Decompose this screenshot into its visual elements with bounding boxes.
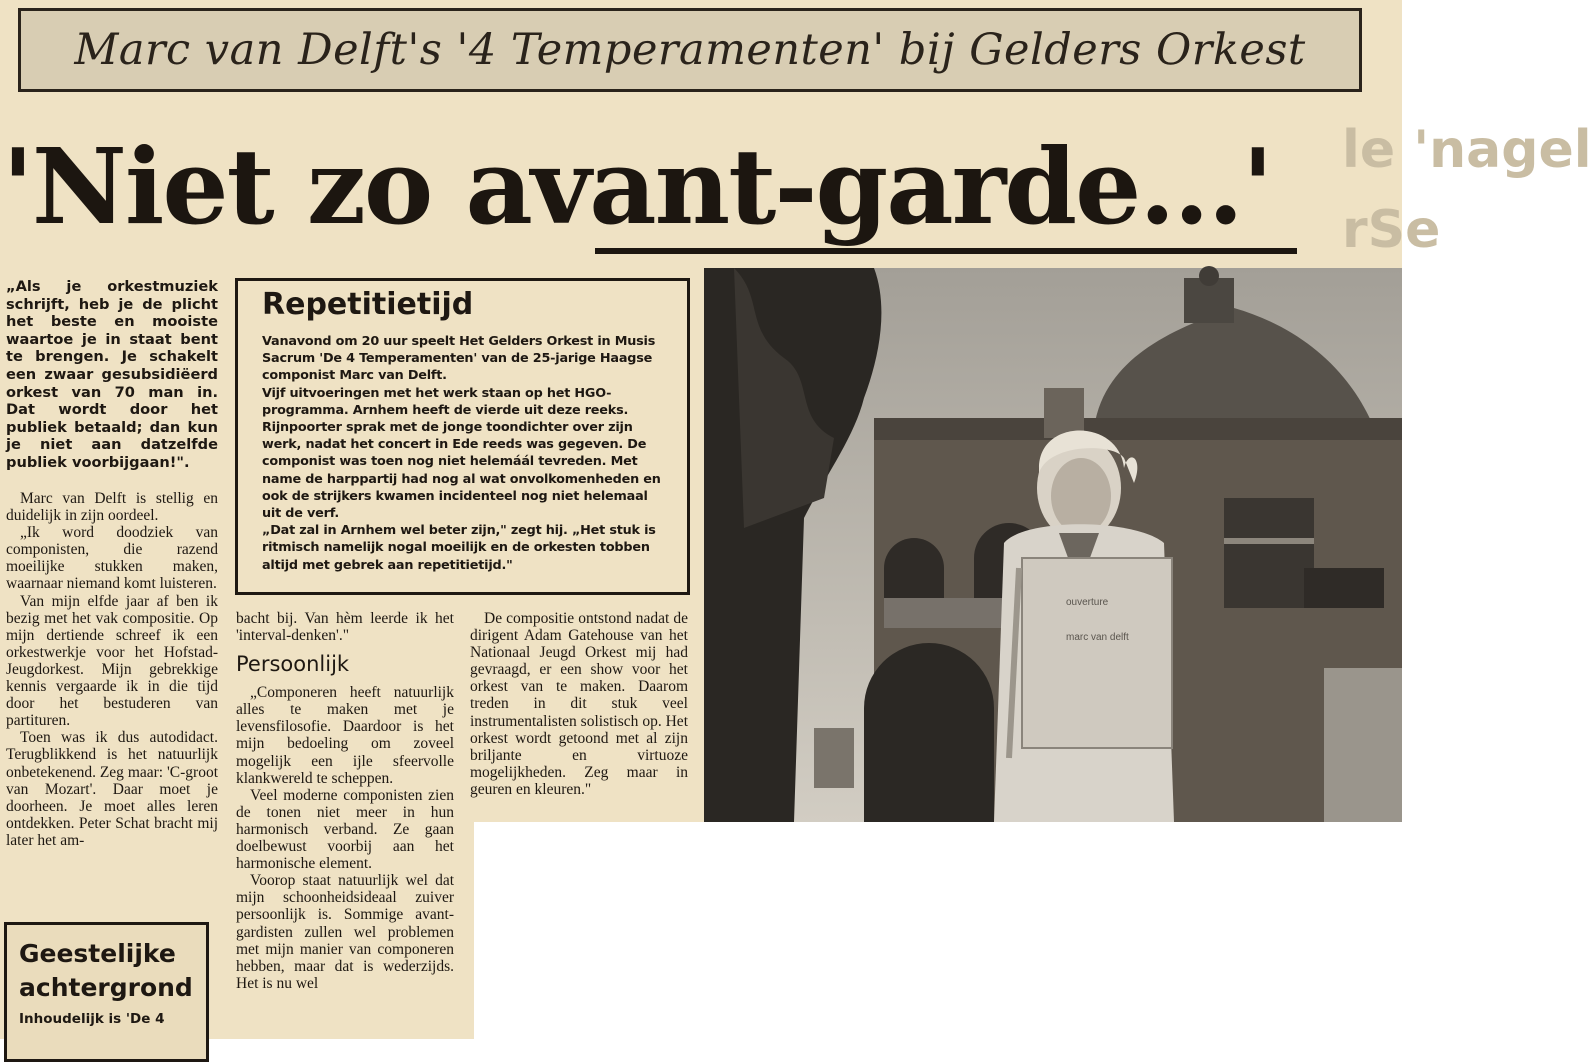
paragraph: Veel moderne componisten zien de tonen niet meer in hun harmonisch verband. Ze gaan doelbewust voorbij aan het harmonische element. <box>236 786 454 873</box>
box-title: Repetitietijd <box>262 287 474 322</box>
paragraph: Van mijn elfde jaar af ben ik bezig met het vak compositie. Op mijn dertiende schreef ik een orkestwerkje voor het Hofstad-Jeugdorkest. Mijn gebrekkige kennis vergaarde ik in die tijd door het bestuderen van partituren. <box>6 592 218 730</box>
kicker-text: Marc van Delft's '4 Temperamenten' bij Gelders Orkest <box>74 25 1306 75</box>
column-1 <box>6 490 218 849</box>
photo-illustration <box>704 268 1402 822</box>
folder-label-bottom: marc van delft <box>1066 632 1129 643</box>
headline: 'Niet zo avant-garde...' <box>2 125 1272 248</box>
paragraph: „Ik word doodziek van componisten, die razend moeilijke stukken maken, waarnaar niemand komt luisteren. <box>6 524 218 593</box>
photo-composer <box>704 268 1402 822</box>
paragraph: Marc van Delft is stellig en duidelijk in zijn oordeel. <box>6 490 218 525</box>
paragraph: Toen was ik dus autodidact. Terugblikkend is het natuurlijk onbetekenend. Zeg maar: 'C-groot van Mozart'. Daar moet je doorheen. Je moet alles leren ontdekken. Peter Schat bracht mij later het am- <box>6 729 218 849</box>
sidebar-box <box>4 922 209 1062</box>
paragraph: De compositie ontstond nadat de dirigent Adam Gatehouse van het Nationaal Jeugd Orkest mij had gevraagd, er een show voor het orkest van te maken. Daarom treden in dit stuk veel instrumentalisten solistisch op. Het orkest wordt getoond met al zijn briljante en virtuoze mogelijkheden. Zeg maar in geuren en kleuren." <box>470 610 688 798</box>
sidebar-title <box>19 937 206 1005</box>
column-2 <box>236 610 454 992</box>
folder-label-top: ouverture <box>1066 597 1109 608</box>
box-paragraph: „Dat zal in Arnhem wel beter zijn," zegt hij. „Het stuk is ritmisch namelijk nogal moeilijk en de orkesten tobben altijd met gebrek aan repetitietijd." <box>262 523 656 573</box>
box-paragraph: Vanavond om 20 uur speelt Het Gelders Orkest in Musis Sacrum 'De 4 Temperamenten' van de 25-jarige Haagse componist Marc van Delft. <box>262 334 656 384</box>
headline-underline <box>595 248 1297 254</box>
sidebar-title-line: achtergrond <box>19 973 193 1002</box>
bleed-line: le 'nagel <box>1342 120 1592 180</box>
paragraph: „Componeren heeft natuurlijk alles te maken met je levensfilosofie. Daardoor is het mijn bedoeling om zoveel mogelijk een ijle sfeervolle klankwereld te scheppen. <box>236 684 454 787</box>
sidebar-title-line: Geestelijke <box>19 939 176 968</box>
box-body <box>262 333 669 574</box>
paragraph: bacht bij. Van hèm leerde ik het 'interval-denken'." <box>236 610 454 645</box>
column-3 <box>470 610 688 798</box>
lead-paragraph <box>6 278 218 472</box>
lead-text: „Als je orkestmuziek schrijft, heb je de plicht het beste en mooiste waartoe je in staat bent te brengen. Je schakelt een zwaar gesubsidiëerd orkest van 70 man in. Dat wordt door het publiek betaald; dan kun je niet aan datzelfde publiek voorbijgaan!". <box>6 278 218 471</box>
paragraph: Voorop staat natuurlijk wel dat mijn schoonheidsideaal zuiver persoonlijk is. Sommige avant-gardisten zullen wel problemen met mijn manier van componeren hebben, maar dat is wederzijds. Het is nu wel <box>236 872 454 992</box>
subhead-persoonlijk: Persoonlijk <box>236 652 350 677</box>
intro-box <box>235 278 690 595</box>
bleed-line: rSe <box>1342 200 1441 260</box>
sidebar-text: Inhoudelijk is 'De 4 <box>19 1011 165 1027</box>
kicker-banner <box>18 8 1362 92</box>
box-paragraph: Vijf uitvoeringen met het werk staan op het HGO-programma. Arnhem heeft de vierde uit deze reeks. Rijnpoorter sprak met de jonge toondichter over zijn werk, nadat het concert in Ede reeds was gegeven. De componist was toen nog niet helemáál tevreden. Met name de harppartij had nog al wat onvolkomenheden en ook de strijkers kwamen incidenteel nog niet helemaal uit de verf. <box>262 385 661 522</box>
